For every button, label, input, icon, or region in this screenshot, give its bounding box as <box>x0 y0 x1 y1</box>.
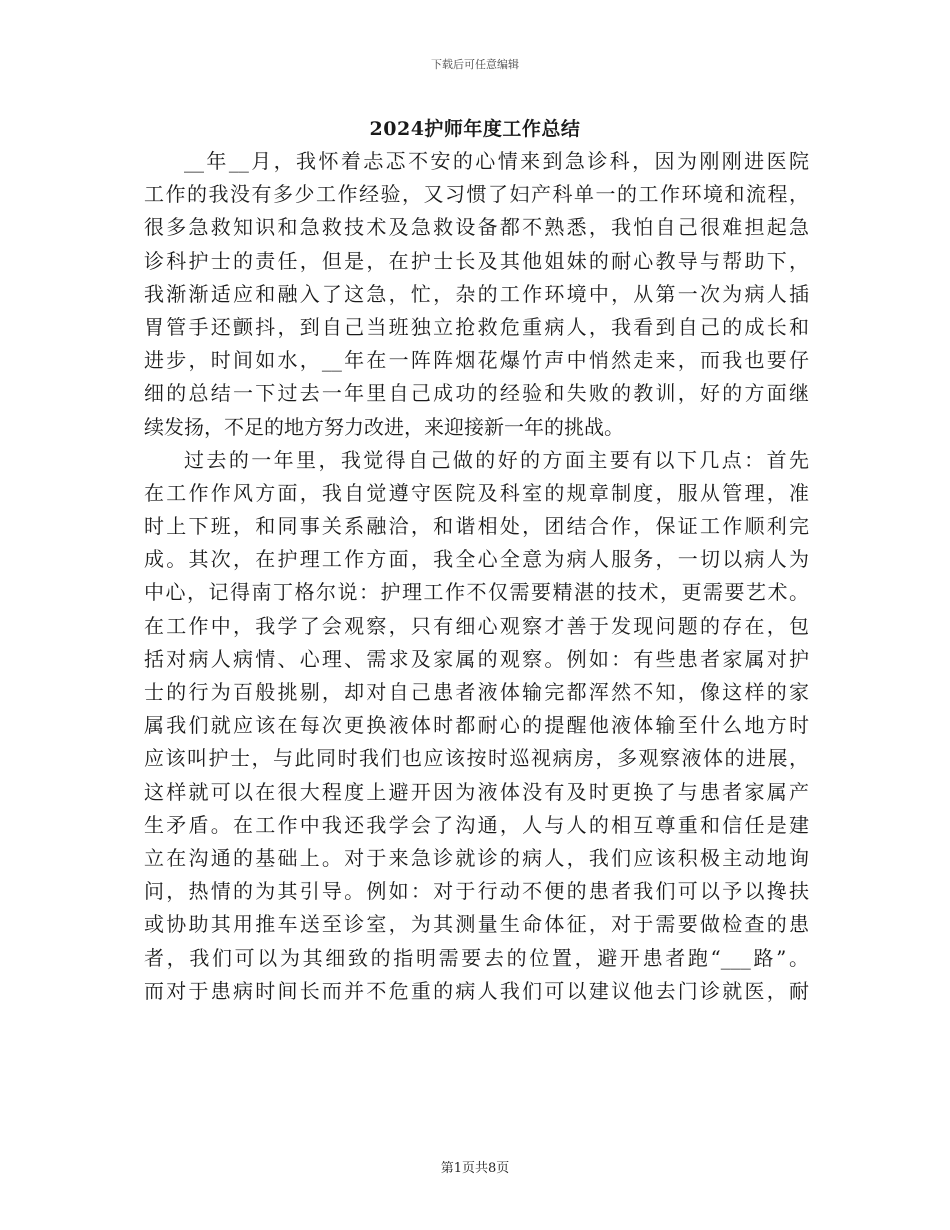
text-line: 这样就可以在很大程度上避开因为液体没有及时更换了与患者家属产 <box>144 779 809 804</box>
text-line: 中心，记得南丁格尔说：护理工作不仅需要精湛的技术，更需要艺术。 <box>144 580 809 605</box>
text-line: 时上下班，和同事关系融洽，和谐相处，团结合作，保证工作顺利完 <box>144 514 809 539</box>
text-line: 我渐渐适应和融入了这急，忙，杂的工作环境中，从第一次为病人插 <box>144 281 809 306</box>
text-line: __年__月，我怀着忐忑不安的心情来到急诊科，因为刚刚进医院 <box>184 149 809 173</box>
text-line: 括对病人病情、心理、需求及家属的观察。例如：有些患者家属对护 <box>144 646 809 671</box>
text-line: 或协助其用推车送至诊室，为其测量生命体征，对于需要做检查的患 <box>144 912 809 937</box>
text-line: 而对于患病时间长而并不危重的病人我们可以建议他去门诊就医，耐 <box>144 978 809 1003</box>
text-line: 胃管手还颤抖，到自己当班独立抢救危重病人，我看到自己的成长和 <box>144 314 809 339</box>
text-line: 应该叫护士，与此同时我们也应该按时巡视病房，多观察液体的进展， <box>144 746 809 771</box>
text-line: 诊科护士的责任，但是，在护士长及其他姐妹的耐心教导与帮助下， <box>144 248 809 273</box>
text-line: 成。其次，在护理工作方面，我全心全意为病人服务，一切以病人为 <box>144 547 809 572</box>
text-line: 立在沟通的基础上。对于来急诊就诊的病人，我们应该积极主动地询 <box>144 845 809 870</box>
text-line: 生矛盾。在工作中我还我学会了沟通，人与人的相互尊重和信任是建 <box>144 812 809 837</box>
text-line: 问，热情的为其引导。例如：对于行动不便的患者我们可以予以搀扶 <box>144 879 809 904</box>
text-line: 很多急救知识和急救技术及急救设备都不熟悉，我怕自己很难担起急 <box>144 215 809 240</box>
text-line: 细的总结一下过去一年里自己成功的经验和失败的教训，好的方面继 <box>144 381 809 406</box>
page-number-footer: 第1页共8页 <box>440 1161 510 1176</box>
text-line: 续发扬，不足的地方努力改进，来迎接新一年的挑战。 <box>144 414 624 439</box>
header-note: 下载后可任意编辑 <box>431 58 519 71</box>
text-line: 者，我们可以为其细致的指明需要去的位置，避开患者跑“___路”。 <box>144 945 809 970</box>
text-line: 过去的一年里，我觉得自己做的好的方面主要有以下几点：首先 <box>184 447 809 472</box>
text-line: 士的行为百般挑剔，却对自己患者液体输完都浑然不知，像这样的家 <box>144 680 809 704</box>
text-line: 进步，时间如水，__年在一阵阵烟花爆竹声中悄然走来，而我也要仔 <box>144 348 809 373</box>
text-line: 在工作作风方面，我自觉遵守医院及科室的规章制度，服从管理，准 <box>144 480 809 505</box>
text-line: 在工作中，我学了会观察，只有细心观察才善于发现问题的存在，包 <box>144 613 809 638</box>
document-title: 2024护师年度工作总结 <box>369 118 581 140</box>
text-line: 属我们就应该在每次更换液体时都耐心的提醒他液体输至什么地方时 <box>144 713 809 738</box>
text-line: 工作的我没有多少工作经验，又习惯了妇产科单一的工作环境和流程， <box>144 182 809 207</box>
body-text <box>144 145 809 1008</box>
